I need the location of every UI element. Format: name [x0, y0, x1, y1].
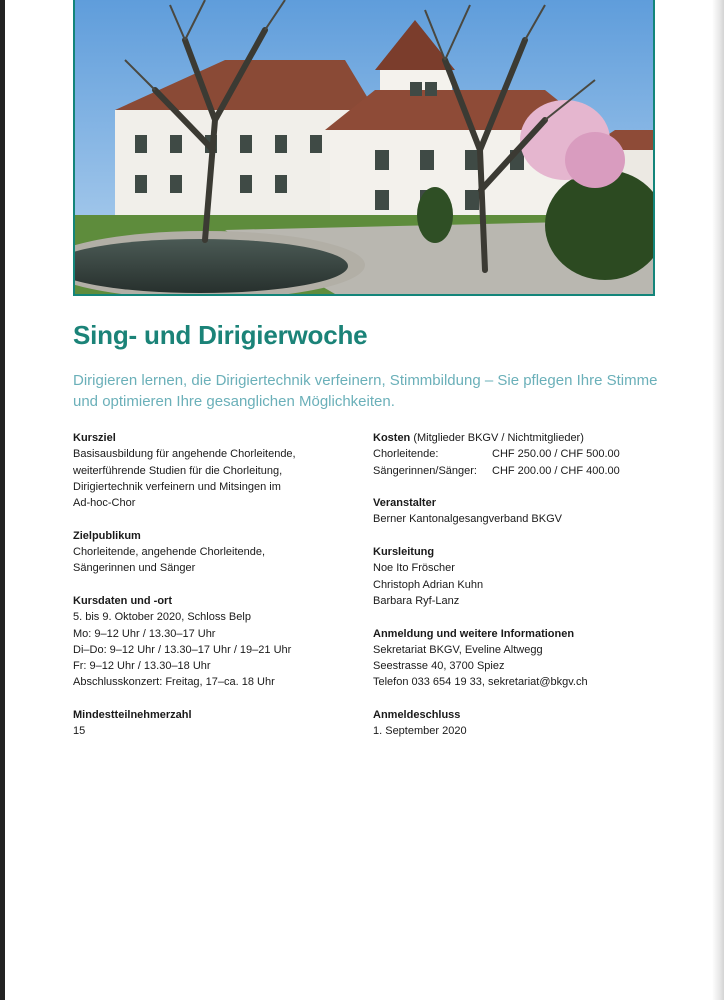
- left-column: [73, 430, 353, 756]
- kosten-row: [373, 446, 673, 462]
- anmeldung-line: Telefon 033 654 19 33, sekretariat@bkgv.ch: [373, 676, 588, 689]
- castle-photo: [73, 0, 655, 296]
- kursleitung-line: Barbara Ryf-Lanz: [373, 594, 460, 607]
- section-kursleitung: [373, 544, 673, 609]
- section-anmeldung: [373, 626, 673, 691]
- kosten-heading: Kosten: [373, 432, 411, 444]
- anmeldeschluss-value: 1. September 2020: [373, 725, 467, 738]
- kosten-row: [373, 463, 673, 479]
- kosten-heading-line: [373, 430, 673, 446]
- kursziel-line: Dirigiertechnik verfeinern und Mitsingen im: [73, 480, 281, 493]
- anmeldung-heading: Anmeldung und weitere Informationen: [373, 627, 575, 640]
- kursleitung-line: Noe Ito Fröscher: [373, 562, 455, 575]
- anmeldung-line: Sekretariat BKGV, Eveline Altwegg: [373, 643, 543, 656]
- mindest-value: 15: [73, 725, 86, 738]
- kursziel-heading: Kursziel: [73, 432, 116, 444]
- veranstalter-line: Berner Kantonalgesangverband BKGV: [373, 513, 562, 526]
- kosten-row-label: Sängerinnen/Sänger:: [373, 464, 477, 477]
- kursziel-line: Ad-hoc-Chor: [73, 497, 136, 510]
- kursdaten-line: 5. bis 9. Oktober 2020, Schloss Belp: [73, 611, 251, 624]
- kursdaten-line: Di–Do: 9–12 Uhr / 13.30–17 Uhr / 19–21 Uhr: [73, 643, 292, 656]
- section-veranstalter: [373, 495, 673, 528]
- kursdaten-heading: Kursdaten und -ort: [73, 594, 172, 607]
- kursziel-line: weiterführende Studien für die Chorleitung,: [73, 464, 283, 477]
- section-anmeldeschluss: [373, 707, 673, 740]
- kosten-row-value: CHF 250.00 / CHF 500.00: [492, 448, 620, 461]
- section-zielpublikum: [73, 528, 353, 577]
- section-kosten: [373, 430, 673, 479]
- zielpublikum-line: Sängerinnen und Sänger: [73, 562, 196, 575]
- kursziel-line: Basisausbildung für angehende Chorleitende,: [73, 448, 296, 461]
- anmeldung-line: Seestrasse 40, 3700 Spiez: [373, 660, 505, 673]
- anmeldeschluss-heading: Anmeldeschluss: [373, 709, 461, 722]
- kursdaten-line: Fr: 9–12 Uhr / 13.30–18 Uhr: [73, 660, 211, 673]
- veranstalter-heading: Veranstalter: [373, 497, 436, 510]
- kursleitung-heading: Kursleitung: [373, 546, 435, 559]
- page-title: Sing- und Dirigierwoche: [73, 320, 368, 350]
- section-mindestteilnehmerzahl: [73, 707, 353, 740]
- page-right-edge: [712, 0, 724, 1000]
- kursdaten-line: Abschlusskonzert: Freitag, 17–ca. 18 Uhr: [73, 676, 275, 689]
- kosten-row-label: Chorleitende:: [373, 448, 439, 461]
- kosten-row-value: CHF 200.00 / CHF 400.00: [492, 464, 620, 477]
- zielpublikum-line: Chorleitende, angehende Chorleitende,: [73, 546, 266, 559]
- kursdaten-line: Mo: 9–12 Uhr / 13.30–17 Uhr: [73, 627, 216, 640]
- kursleitung-line: Christoph Adrian Kuhn: [373, 578, 484, 591]
- mindest-heading: Mindestteilnehmerzahl: [73, 709, 192, 722]
- kosten-heading-note: (Mitglieder BKGV / Nichtmitglieder): [410, 432, 584, 444]
- page-left-edge: [0, 0, 5, 1000]
- section-kursziel: [73, 430, 353, 511]
- lead-paragraph: Dirigieren lernen, die Dirigiertechnik verfeinern, Stimmbildung – Sie pflegen Ihre Stimme und optimieren Ihre gesanglichen Möglichkeiten.: [73, 372, 658, 410]
- right-column: [373, 430, 673, 756]
- section-kursdaten: [73, 593, 353, 691]
- zielpublikum-heading: Zielpublikum: [73, 529, 141, 542]
